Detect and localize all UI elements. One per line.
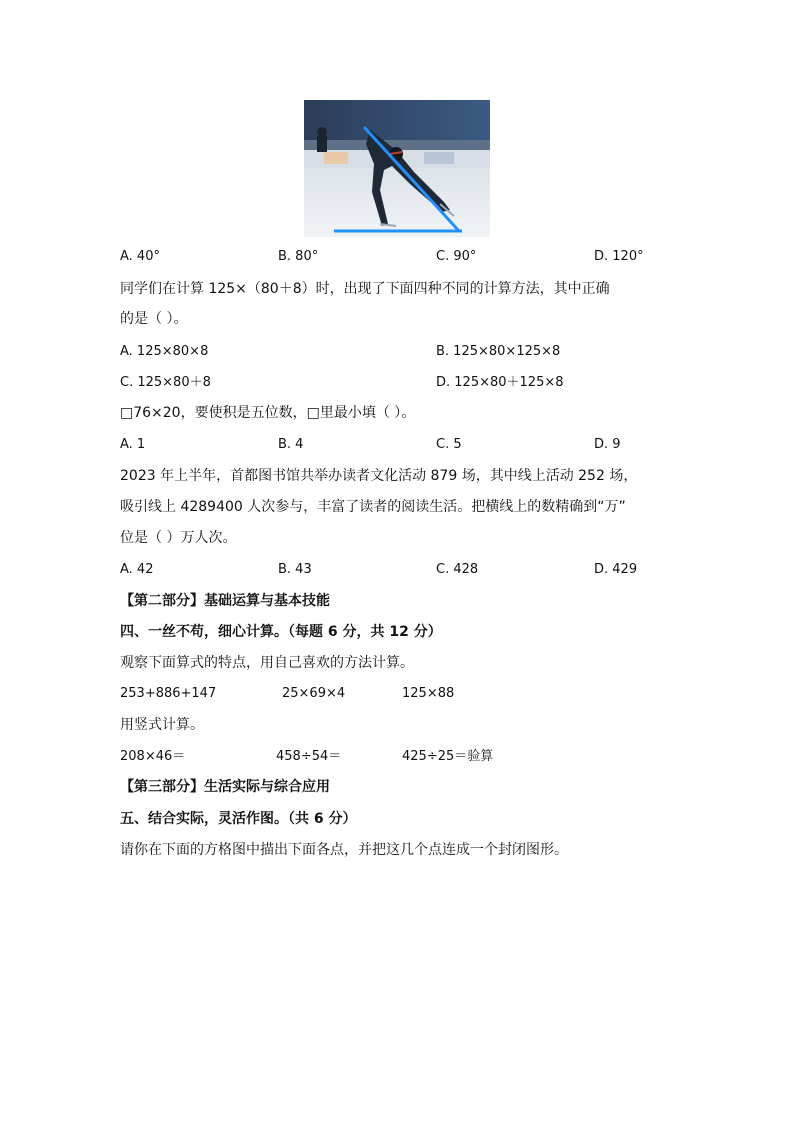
calculation-item: 458÷54＝ <box>276 749 342 764</box>
calculation-item: 208×46＝ <box>120 749 186 764</box>
option-c: C. 428 <box>436 562 479 577</box>
question-stem: 的是（ ）。 <box>120 311 188 327</box>
calculation-item: 125×88 <box>402 686 455 701</box>
section-title: 四、一丝不苟，细心计算。（每题 6 分，共 12 分） <box>120 624 442 640</box>
option-b: B. 125×80×125×8 <box>436 344 561 359</box>
calculation-item: 25×69×4 <box>282 686 346 701</box>
instruction-text: 观察下面算式的特点，用自己喜欢的方法计算。 <box>120 655 414 671</box>
option-d: D. 429 <box>594 562 638 577</box>
option-c: C. 5 <box>436 437 462 452</box>
calculation-item: 425÷25＝验算 <box>402 749 494 764</box>
option-d: D. 120° <box>594 249 644 264</box>
instruction-text: 用竖式计算。 <box>120 717 204 733</box>
question-stem: 位是（ ）万人次。 <box>120 530 237 546</box>
option-b: B. 80° <box>278 249 319 264</box>
section-title: 五、结合实际，灵活作图。（共 6 分） <box>120 811 357 827</box>
option-d: D. 125×80＋125×8 <box>436 375 564 390</box>
part-heading: 【第二部分】基础运算与基本技能 <box>120 593 330 609</box>
speed-skater-photo <box>304 100 490 237</box>
option-d: D. 9 <box>594 437 621 452</box>
option-a: A. 125×80×8 <box>120 344 209 359</box>
option-a: A. 40° <box>120 249 160 264</box>
question-stem: 吸引线上 4289400 人次参与，丰富了读者的阅读生活。把横线上的数精确到“万” <box>120 499 626 515</box>
part-heading: 【第三部分】生活实际与综合应用 <box>120 779 330 795</box>
option-b: B. 43 <box>278 562 312 577</box>
question-stem: □76×20，要使积是五位数，□里最小填（ ）。 <box>120 405 416 421</box>
calculation-item: 253+886+147 <box>120 686 217 701</box>
question-stem: 2023 年上半年，首都图书馆共举办读者文化活动 879 场，其中线上活动 252 场， <box>120 468 638 484</box>
option-b: B. 4 <box>278 437 304 452</box>
option-c: C. 90° <box>436 249 477 264</box>
option-c: C. 125×80＋8 <box>120 375 211 390</box>
instruction-text: 请你在下面的方格图中描出下面各点，并把这几个点连成一个封闭图形。 <box>120 842 568 858</box>
option-a: A. 1 <box>120 437 146 452</box>
option-a: A. 42 <box>120 562 154 577</box>
question-stem: 同学们在计算 125×（80＋8）时，出现了下面四种不同的计算方法，其中正确 <box>120 281 610 297</box>
